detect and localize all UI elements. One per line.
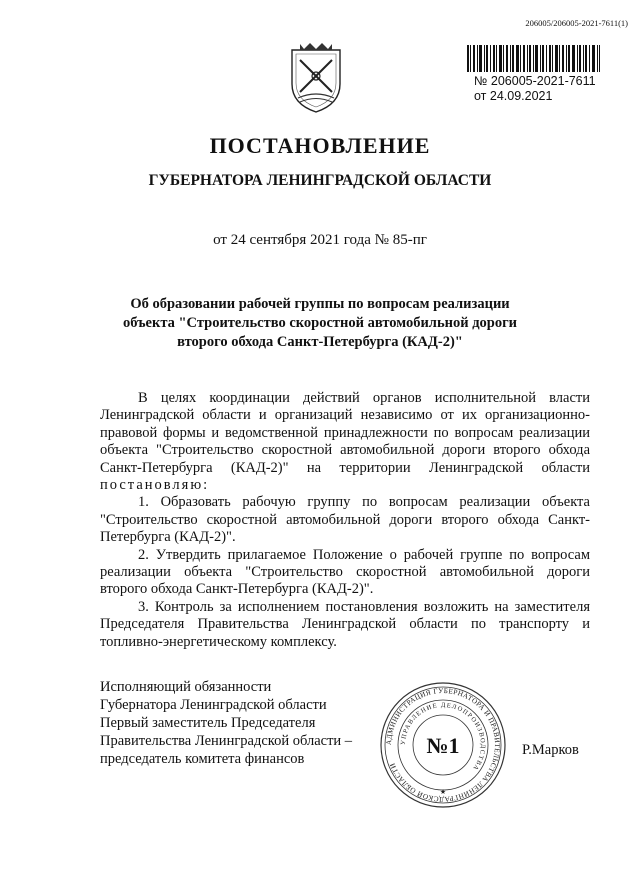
intro-text: В целях координации действий органов исполнительной власти Ленинградской области и организаций независимо от их организационно-правовой формы и ведомственной принадлежности по вопросам реализации объекта "Строительство скоростной автомобильной дороги второго обхода Санкт-Петербурга (КАД-2)" на территории Ленинградской области bbox=[100, 390, 590, 476]
signatory-title-line: Исполняющий обязанности bbox=[100, 679, 272, 695]
signatory-title-line: председатель комитета финансов bbox=[100, 751, 305, 767]
signatory-title-line: Губернатора Ленинградской области bbox=[100, 697, 327, 713]
item-1: 1. Образовать рабочую группу по вопросам реализации объекта "Строительство скоростной автомобильной дороги второго обхода Санкт-Петербурга (КАД-2)". bbox=[100, 494, 590, 546]
decree-subject: Об образовании рабочей группы по вопросам реализации объекта "Строительство скоростной автомобильной дороги второго обхода Санкт-Петербурга (КАД-2)" bbox=[122, 296, 518, 350]
signature-block bbox=[100, 678, 352, 768]
seal-number: №1 bbox=[426, 733, 460, 758]
seal-outer-text: АДМИНИСТРАЦИЯ ГУБЕРНАТОРА И ПРАВИТЕЛЬСТВА ЛЕНИНГРАДСКОЙ ОБЛАСТИ bbox=[384, 686, 502, 804]
signatory-title-line: Правительства Ленинградской области – bbox=[100, 733, 353, 749]
decree-date-number: от 24 сентября 2021 года № 85-пг bbox=[213, 232, 427, 248]
item-3: 3. Контроль за исполнением постановления возложить на заместителя Председателя Правительства Ленинградской области по транспорту и топливно-энергетическому комплексу. bbox=[100, 598, 590, 650]
item-2: 2. Утвердить прилагаемое Положение о рабочей группе по вопросам реализации объекта "Строительство скоростной автомобильной дороги второго обхода Санкт-Петербурга (КАД-2)". bbox=[100, 546, 590, 598]
decree-word: постановляю: bbox=[100, 477, 210, 494]
document-subtitle: ГУБЕРНАТОРА ЛЕНИНГРАДСКОЙ ОБЛАСТИ bbox=[148, 172, 492, 189]
intro-paragraph bbox=[100, 390, 590, 494]
registration-number: № 206005-2021-7611 bbox=[474, 74, 596, 88]
barcode bbox=[467, 45, 600, 72]
document-title: ПОСТАНОВЛЕНИЕ bbox=[209, 133, 431, 158]
coat-of-arms-emblem bbox=[286, 40, 346, 114]
decree-body bbox=[100, 390, 590, 651]
registration-date: от 24.09.2021 bbox=[474, 89, 553, 103]
official-seal-stamp bbox=[378, 680, 508, 810]
seal-inner-text: УПРАВЛЕНИЕ ДЕЛОПРОИЗВОДСТВА bbox=[399, 701, 487, 773]
signer-name: Р.Марков bbox=[522, 742, 579, 758]
signatory-title-line: Первый заместитель Председателя bbox=[100, 715, 316, 731]
document-code: 206005/206005-2021-7611(1) bbox=[525, 18, 628, 28]
seal-star-icon: ★ bbox=[439, 788, 447, 796]
